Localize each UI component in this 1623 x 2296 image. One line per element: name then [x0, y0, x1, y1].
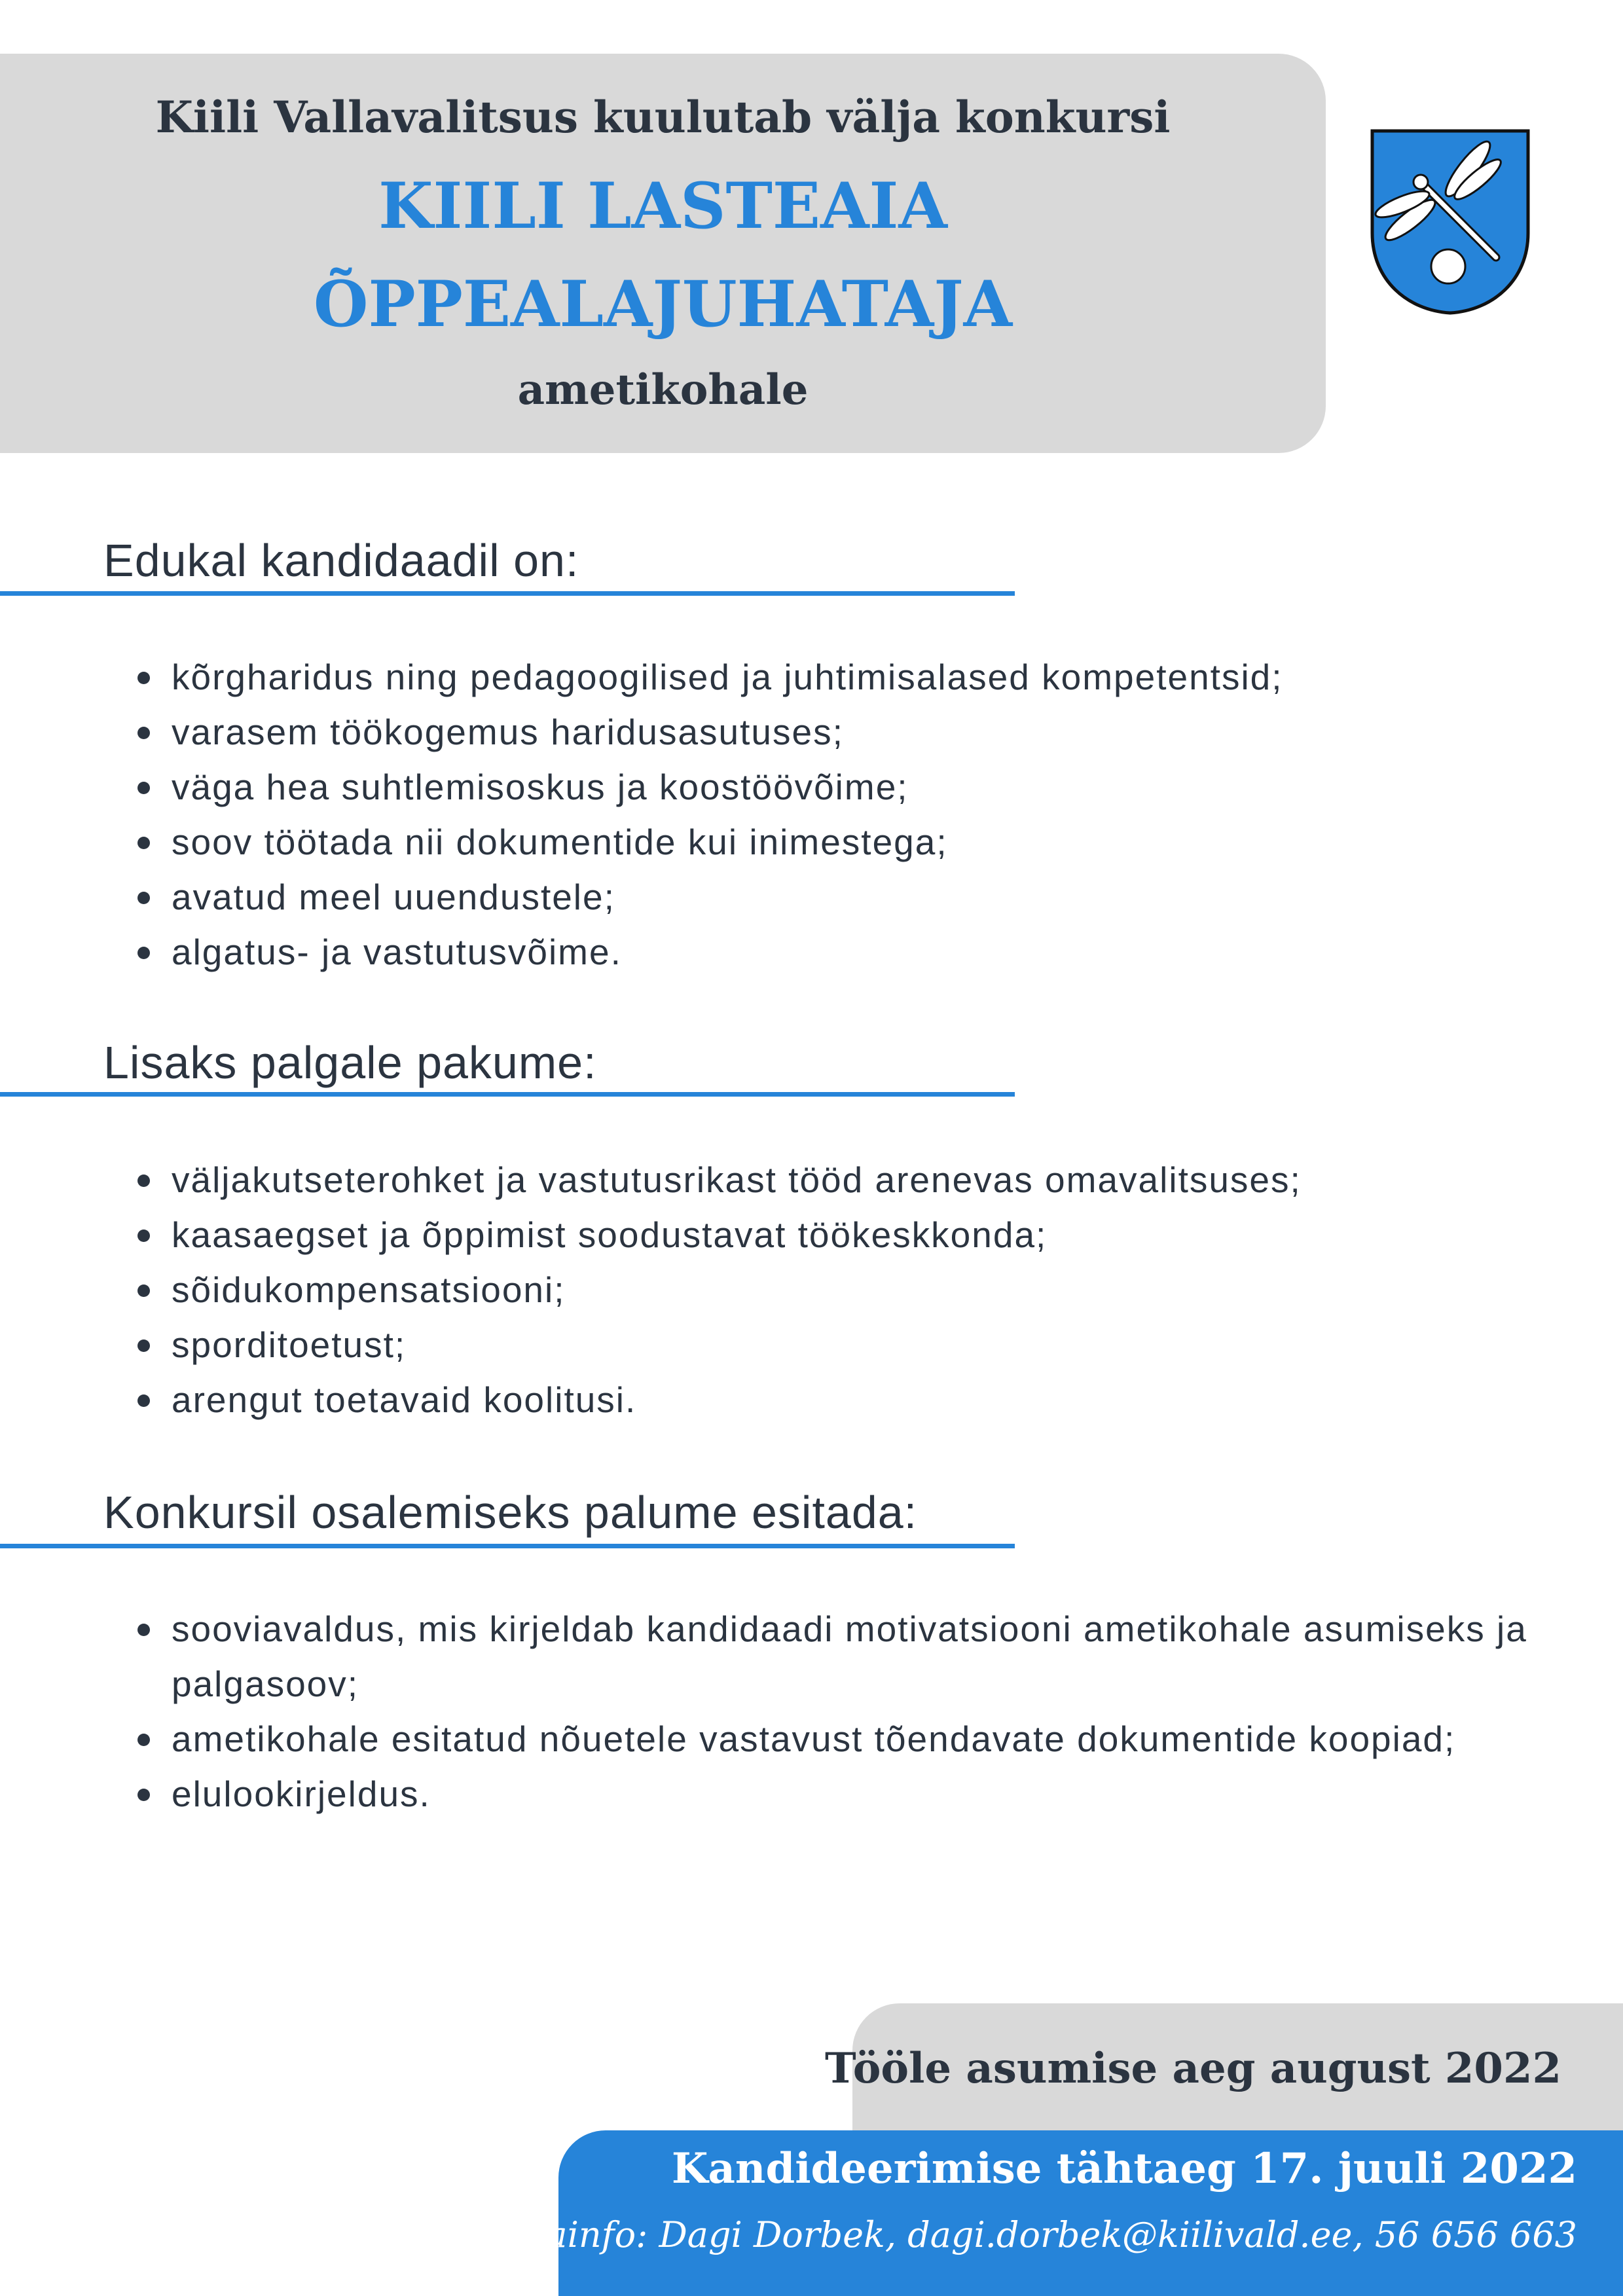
- list-item: soov töötada nii dokumentide kui inimestega;: [103, 814, 1579, 869]
- list-item: väga hea suhtlemisoskus ja koostöövõime;: [103, 759, 1579, 814]
- list-item: arengut toetavaid koolitusi.: [103, 1372, 1579, 1427]
- list-item: kõrgharidus ning pedagoogilised ja juhtimisalased kompetentsid;: [103, 649, 1579, 704]
- list-item: ametikohale esitatud nõuetele vastavust tõendavate dokumentide koopiad;: [103, 1711, 1579, 1766]
- section-divider: [0, 1544, 1015, 1548]
- list-item: avatud meel uuendustele;: [103, 869, 1579, 924]
- list-item: elulookirjeldus.: [103, 1766, 1579, 1821]
- list-item: sporditoetust;: [103, 1317, 1579, 1372]
- list-item: sooviavaldus, mis kirjeldab kandidaadi motivatsiooni ametikohale asumiseks ja palgasoov;: [103, 1601, 1579, 1711]
- list-item: sõidukompensatsiooni;: [103, 1262, 1579, 1317]
- dragonfly-coat-of-arms-icon: [1370, 128, 1531, 316]
- section-heading-requirements: Edukal kandidaadil on:: [103, 535, 579, 586]
- list-item: kaasaegset ja õppimist soodustavat töökeskkonda;: [103, 1207, 1579, 1262]
- requirements-list: [103, 649, 1579, 979]
- start-date-text: Tööle asumise aeg august 2022: [824, 2044, 1561, 2093]
- header-subtitle: ametikohale: [517, 365, 809, 414]
- list-item: varasem töökogemus haridusasutuses;: [103, 704, 1579, 759]
- header-intro: Kiili Vallavalitsus kuulutab välja konkursi: [155, 92, 1171, 143]
- section-heading-application: Konkursil osalemiseks palume esitada:: [103, 1487, 918, 1538]
- contact-info: Lisainfo: Dagi Dorbek, dagi.dorbek@kiilivald.ee, 56 656 663: [493, 2214, 1577, 2255]
- title-line-2: ÕPPEALAJUHATAJA: [313, 267, 1013, 341]
- deadline-text: Kandideerimise tähtaeg 17. juuli 2022: [671, 2144, 1577, 2193]
- application-documents-list: [103, 1601, 1579, 1821]
- title-line-1: KIILI LASTEAIA: [378, 169, 947, 243]
- list-item: väljakutseterohket ja vastutusrikast tööd arenevas omavalitsuses;: [103, 1152, 1579, 1207]
- section-divider: [0, 591, 1015, 596]
- benefits-list: [103, 1152, 1579, 1427]
- list-item: algatus- ja vastutusvõime.: [103, 924, 1579, 979]
- section-heading-benefits: Lisaks palgale pakume:: [103, 1037, 597, 1088]
- section-divider: [0, 1092, 1015, 1097]
